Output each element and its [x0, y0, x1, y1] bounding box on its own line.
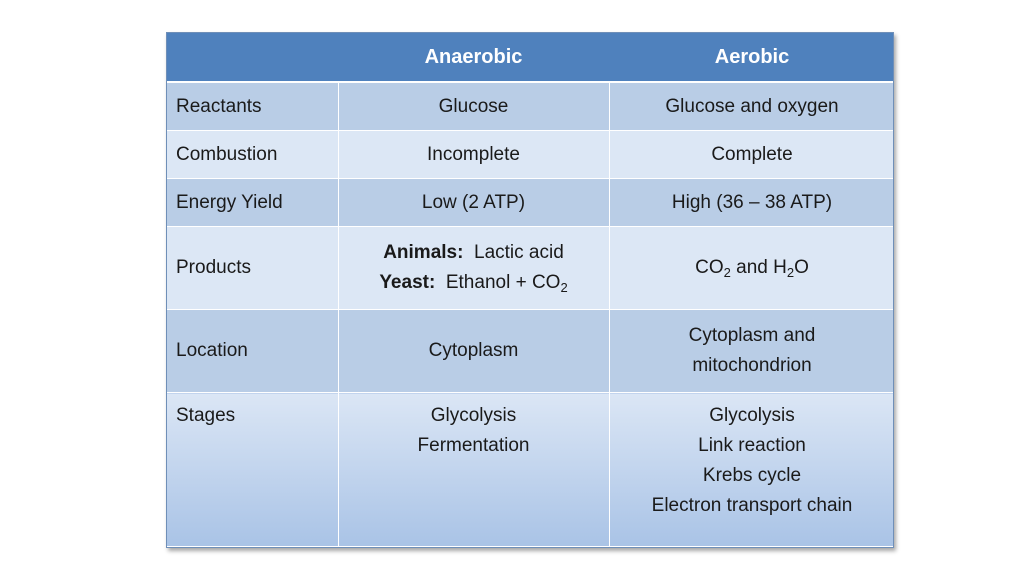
animals-label: Animals: [383, 242, 464, 263]
anaerobic-cell: Low (2 ATP) [338, 179, 609, 227]
subscript: 2 [560, 280, 568, 295]
subscript: 2 [723, 265, 731, 280]
animals-value: Lactic acid [474, 242, 564, 263]
comparison-table [166, 32, 894, 548]
header-empty [167, 33, 338, 82]
row-label: Reactants [167, 82, 338, 131]
anaerobic-cell [338, 393, 609, 547]
header-aerobic: Aerobic [609, 33, 894, 82]
location-line-1: Cytoplasm and [688, 325, 816, 346]
yeast-label: Yeast: [379, 272, 436, 293]
stage-item: Glycolysis [430, 405, 517, 426]
co2-text: CO [695, 257, 724, 278]
anaerobic-cell [338, 227, 609, 310]
products-yeast-line [347, 268, 601, 298]
table-row [167, 82, 894, 131]
aerobic-cell [609, 393, 894, 547]
yeast-value: Ethanol + CO [445, 272, 561, 293]
table-row [167, 227, 894, 310]
row-label: Energy Yield [167, 179, 338, 227]
aerobic-cell: Glucose and oxygen [609, 82, 894, 131]
location-line-2: mitochondrion [692, 355, 812, 376]
anaerobic-cell: Cytoplasm [338, 310, 609, 393]
stage-item: Glycolysis [709, 405, 795, 426]
aerobic-cell [609, 227, 894, 310]
header-row [167, 33, 894, 82]
and-h-text: and H [730, 257, 787, 278]
stage-item: Fermentation [417, 435, 530, 456]
table-row [167, 179, 894, 227]
stage-item: Electron transport chain [651, 495, 853, 516]
subscript: 2 [786, 265, 795, 280]
aerobic-cell [609, 310, 894, 393]
table-row [167, 131, 894, 179]
table-row [167, 393, 894, 547]
anaerobic-cell: Glucose [338, 82, 609, 131]
products-animals-line [347, 238, 601, 268]
row-label: Stages [167, 393, 338, 547]
row-label: Products [167, 227, 338, 310]
table-row [167, 310, 894, 393]
aerobic-cell: High (36 – 38 ATP) [609, 179, 894, 227]
aerobic-cell: Complete [609, 131, 894, 179]
stage-item: Link reaction [698, 435, 806, 456]
anaerobic-cell: Incomplete [338, 131, 609, 179]
stage-item: Krebs cycle [702, 465, 802, 486]
respiration-table [167, 33, 894, 547]
row-label: Combustion [167, 131, 338, 179]
row-label: Location [167, 310, 338, 393]
header-anaerobic: Anaerobic [338, 33, 609, 82]
o-text: O [794, 257, 809, 278]
